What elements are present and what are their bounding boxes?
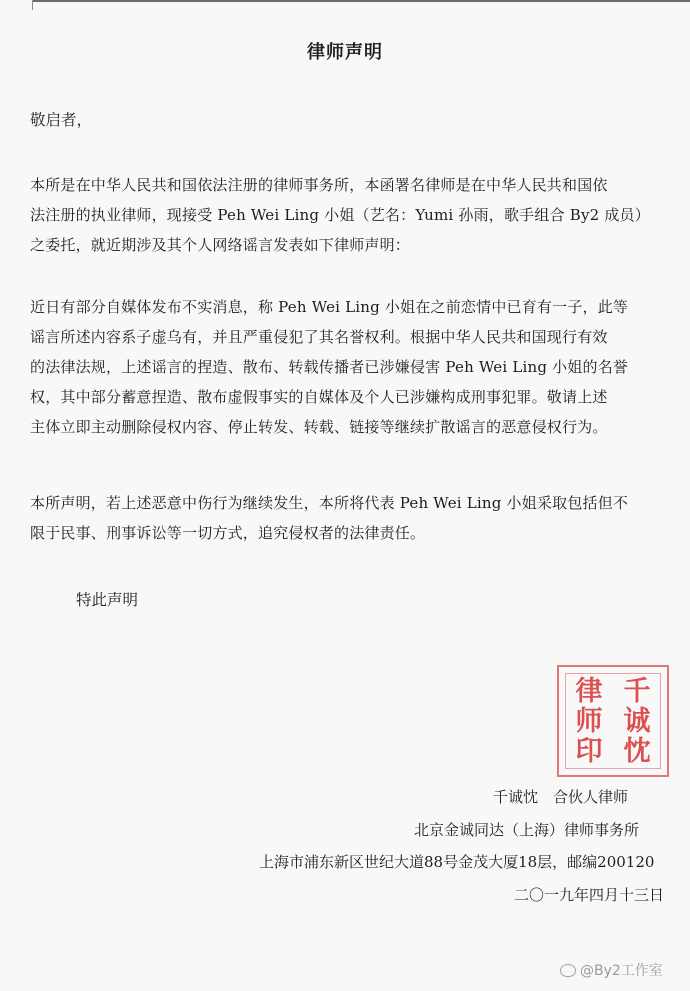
- paragraph-2: [30, 292, 662, 442]
- weibo-watermark: [560, 960, 663, 980]
- paragraph-line: 主体立即主动删除侵权内容、停止转发、转载、链接等继续扩散谣言的恶意侵权行为。: [30, 418, 608, 436]
- seal-character: 诚: [623, 706, 651, 737]
- paragraph-line: 限于民事、刑事诉讼等一切方式，追究侵权者的法律责任。: [30, 524, 426, 542]
- paragraph-line: 谣言所述内容系子虚乌有，并且严重侵犯了其名誉权利。根据中华人民共和国现行有效: [30, 328, 608, 346]
- paragraph-line: 权，其中部分蓄意捏造、散布虚假事实的自媒体及个人已涉嫌构成刑事犯罪。敬请上述: [30, 388, 608, 406]
- paragraph-line: 之委托，就近期涉及其个人网络谣言发表如下律师声明：: [30, 236, 411, 254]
- signatory-name: 千诚忱 合伙人律师: [493, 788, 629, 806]
- seal-character: 律: [575, 676, 603, 707]
- paragraph-1: [30, 170, 662, 260]
- paragraph-line: 本所是在中华人民共和国依法注册的律师事务所，本函署名律师是在中华人民共和国依: [30, 176, 608, 194]
- closing-statement: 特此声明: [76, 591, 139, 609]
- seal-right-column: [615, 677, 659, 767]
- page-left-border: [32, 0, 33, 10]
- paragraph-line: 的法律法规，上述谣言的捏造、散布、转载传播者已涉嫌侵害 Peh Wei Ling 小姐的名誉: [30, 358, 629, 376]
- law-firm-name: 北京金诚同达（上海）律师事务所: [414, 821, 640, 839]
- seal-character: 忱: [623, 736, 651, 767]
- seal-character: 师: [575, 706, 603, 737]
- paragraph-line: 近日有部分自媒体发布不实消息，称 Peh Wei Ling 小姐在之前恋情中已育有一子，此等: [30, 298, 629, 316]
- document-date: 二〇一九年四月十三日: [514, 886, 665, 904]
- seal-character: 印: [575, 736, 603, 767]
- law-firm-seal-stamp: [557, 665, 669, 777]
- seal-left-column: [567, 677, 611, 767]
- watermark-text: @By2工作室: [580, 963, 663, 979]
- page-top-border: [32, 0, 690, 2]
- paragraph-line: 法注册的执业律师，现接受 Peh Wei Ling 小姐（艺名：Yumi 孙雨，歌手组合 By2 成员）: [30, 206, 650, 224]
- seal-character: 千: [623, 676, 651, 707]
- law-firm-address: 上海市浦东新区世纪大道88号金茂大厦18层，邮编200120: [259, 853, 655, 871]
- weibo-icon: [560, 964, 576, 977]
- document-title: 律师声明: [307, 42, 383, 63]
- paragraph-3: [30, 488, 662, 548]
- paragraph-line: 本所声明，若上述恶意中伤行为继续发生，本所将代表 Peh Wei Ling 小姐采取包括但不: [30, 494, 629, 512]
- greeting: 敬启者，: [30, 111, 93, 129]
